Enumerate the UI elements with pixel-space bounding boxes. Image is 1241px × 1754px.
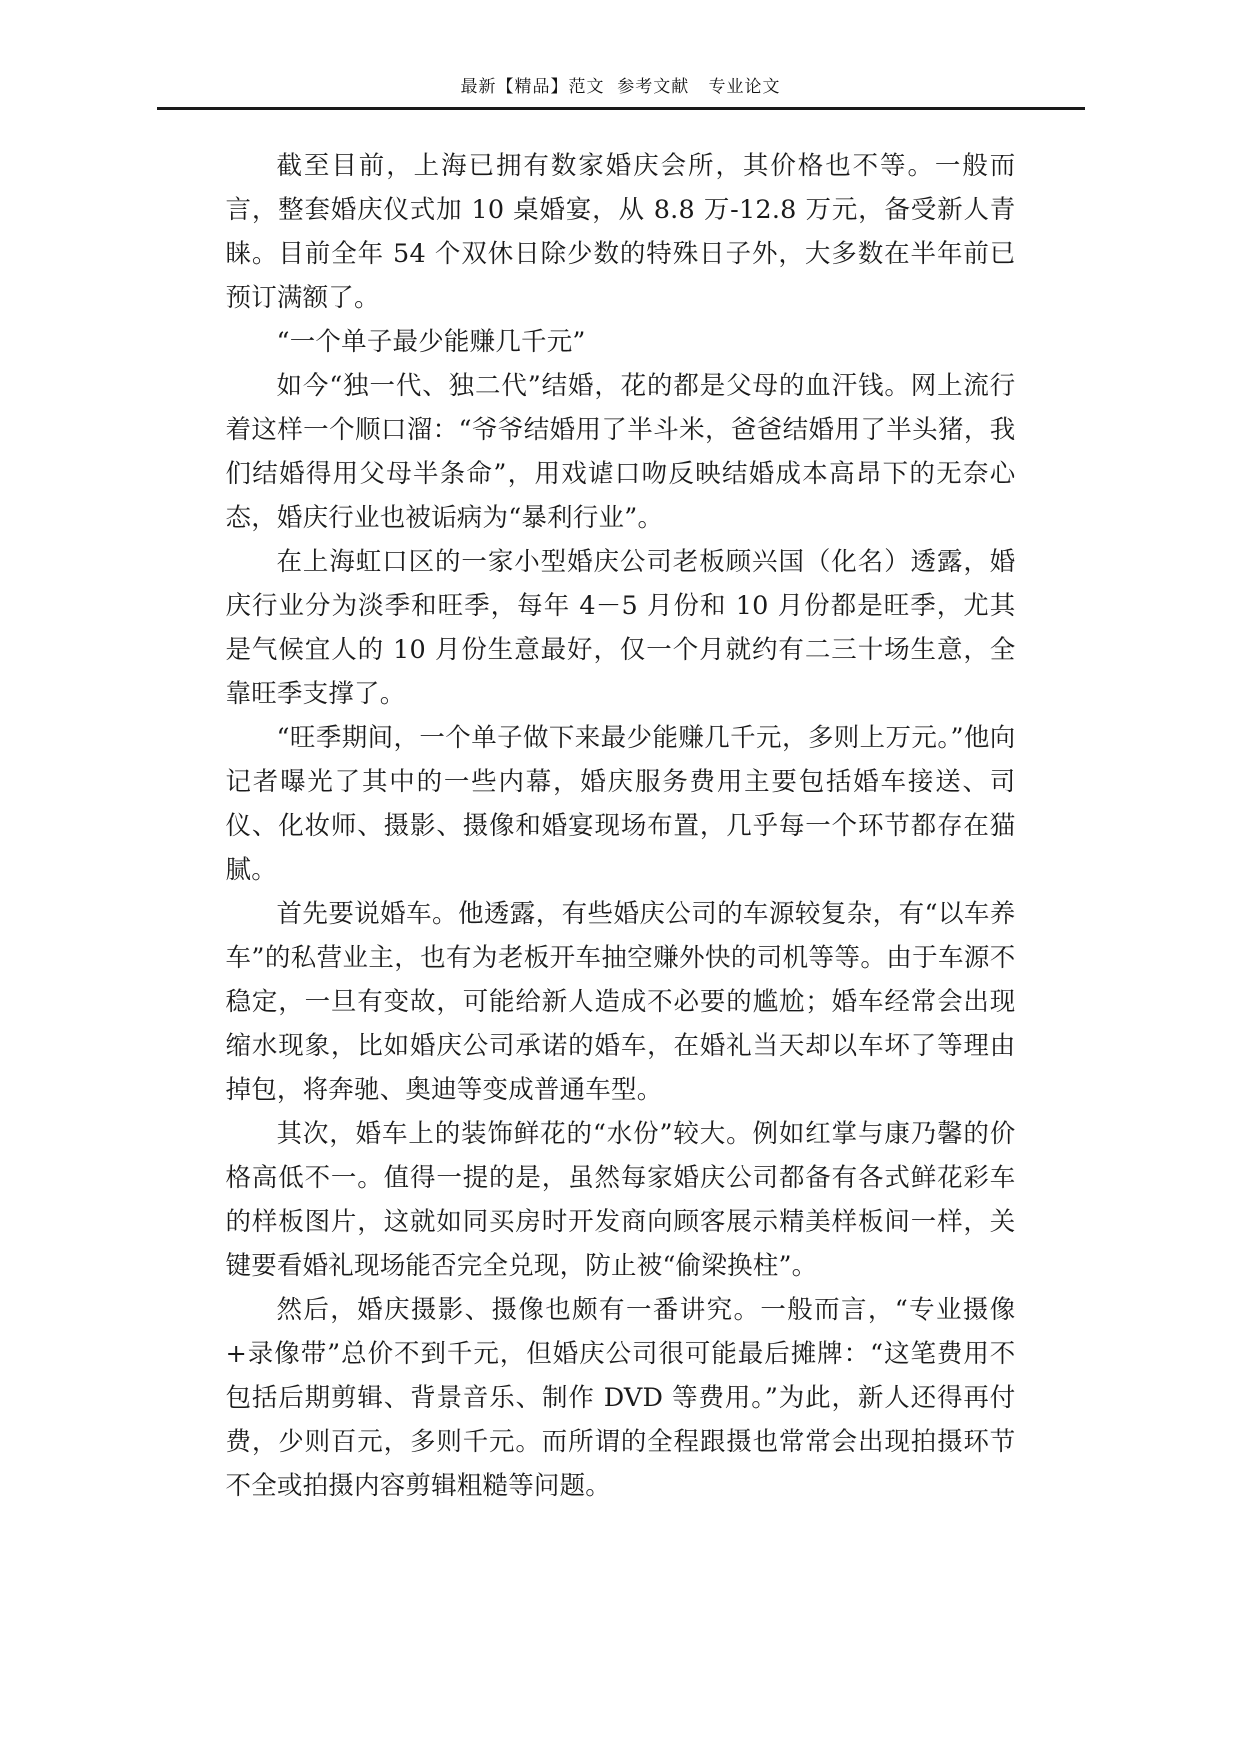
page-header: [0, 0, 1241, 97]
paragraph: “旺季期间，一个单子做下来最少能赚几千元，多则上万元。”他向记者曝光了其中的一些内幕，婚庆服务费用主要包括婚车接送、司仪、化妆师、摄影、摄像和婚宴现场布置，几乎每一个环节都存在猫腻。: [225, 723, 1016, 885]
paragraph: 然后，婚庆摄影、摄像也颇有一番讲究。一般而言，“专业摄像+录像带”总价不到千元，但婚庆公司很可能最后摊牌：“这笔费用不包括后期剪辑、背景音乐、制作 DVD 等费用。”为此，新人还得再付费，少则百元，多则千元。而所谓的全程跟摄也常常会出现拍摄环节不全或拍摄内容剪辑粗糙等问题。: [225, 1295, 1016, 1501]
paragraph: 如今“独一代、独二代”结婚，花的都是父母的血汗钱。网上流行着这样一个顺口溜：“爷爷结婚用了半斗米，爸爸结婚用了半头猪，我们结婚得用父母半条命”，用戏谑口吻反映结婚成本高昂下的无奈心态，婚庆行业也被诟病为“暴利行业”。: [225, 371, 1016, 533]
page-header-text: 最新【精品】范文 参考文献 专业论文: [460, 77, 781, 97]
paragraph: 截至目前，上海已拥有数家婚庆会所，其价格也不等。一般而言，整套婚庆仪式加 10 桌婚宴，从 8.8 万-12.8 万元，备受新人青睐。目前全年 54 个双休日除少数的特殊日子外，大多数在半年前已预订满额了。: [225, 151, 1016, 313]
document-body: [226, 110, 1016, 1508]
paragraph: 首先要说婚车。他透露，有些婚庆公司的车源较复杂，有“以车养车”的私营业主，也有为老板开车抽空赚外快的司机等等。由于车源不稳定，一旦有变故，可能给新人造成不必要的尴尬；婚车经常会出现缩水现象，比如婚庆公司承诺的婚车，在婚礼当天却以车坏了等理由掉包，将奔驰、奥迪等变成普通车型。: [225, 899, 1016, 1105]
paragraph-quote-heading: “一个单子最少能赚几千元”: [276, 327, 586, 357]
paragraph: 其次，婚车上的装饰鲜花的“水份”较大。例如红掌与康乃馨的价格高低不一。值得一提的是，虽然每家婚庆公司都备有各式鲜花彩车的样板图片，这就如同买房时开发商向顾客展示精美样板间一样，关键要看婚礼现场能否完全兑现，防止被“偷梁换柱”。: [225, 1119, 1016, 1281]
paragraph: 在上海虹口区的一家小型婚庆公司老板顾兴国（化名）透露，婚庆行业分为淡季和旺季，每年 4－5 月份和 10 月份都是旺季，尤其是气候宜人的 10 月份生意最好，仅一个月就约有二三十场生意，全靠旺季支撑了。: [225, 547, 1016, 709]
